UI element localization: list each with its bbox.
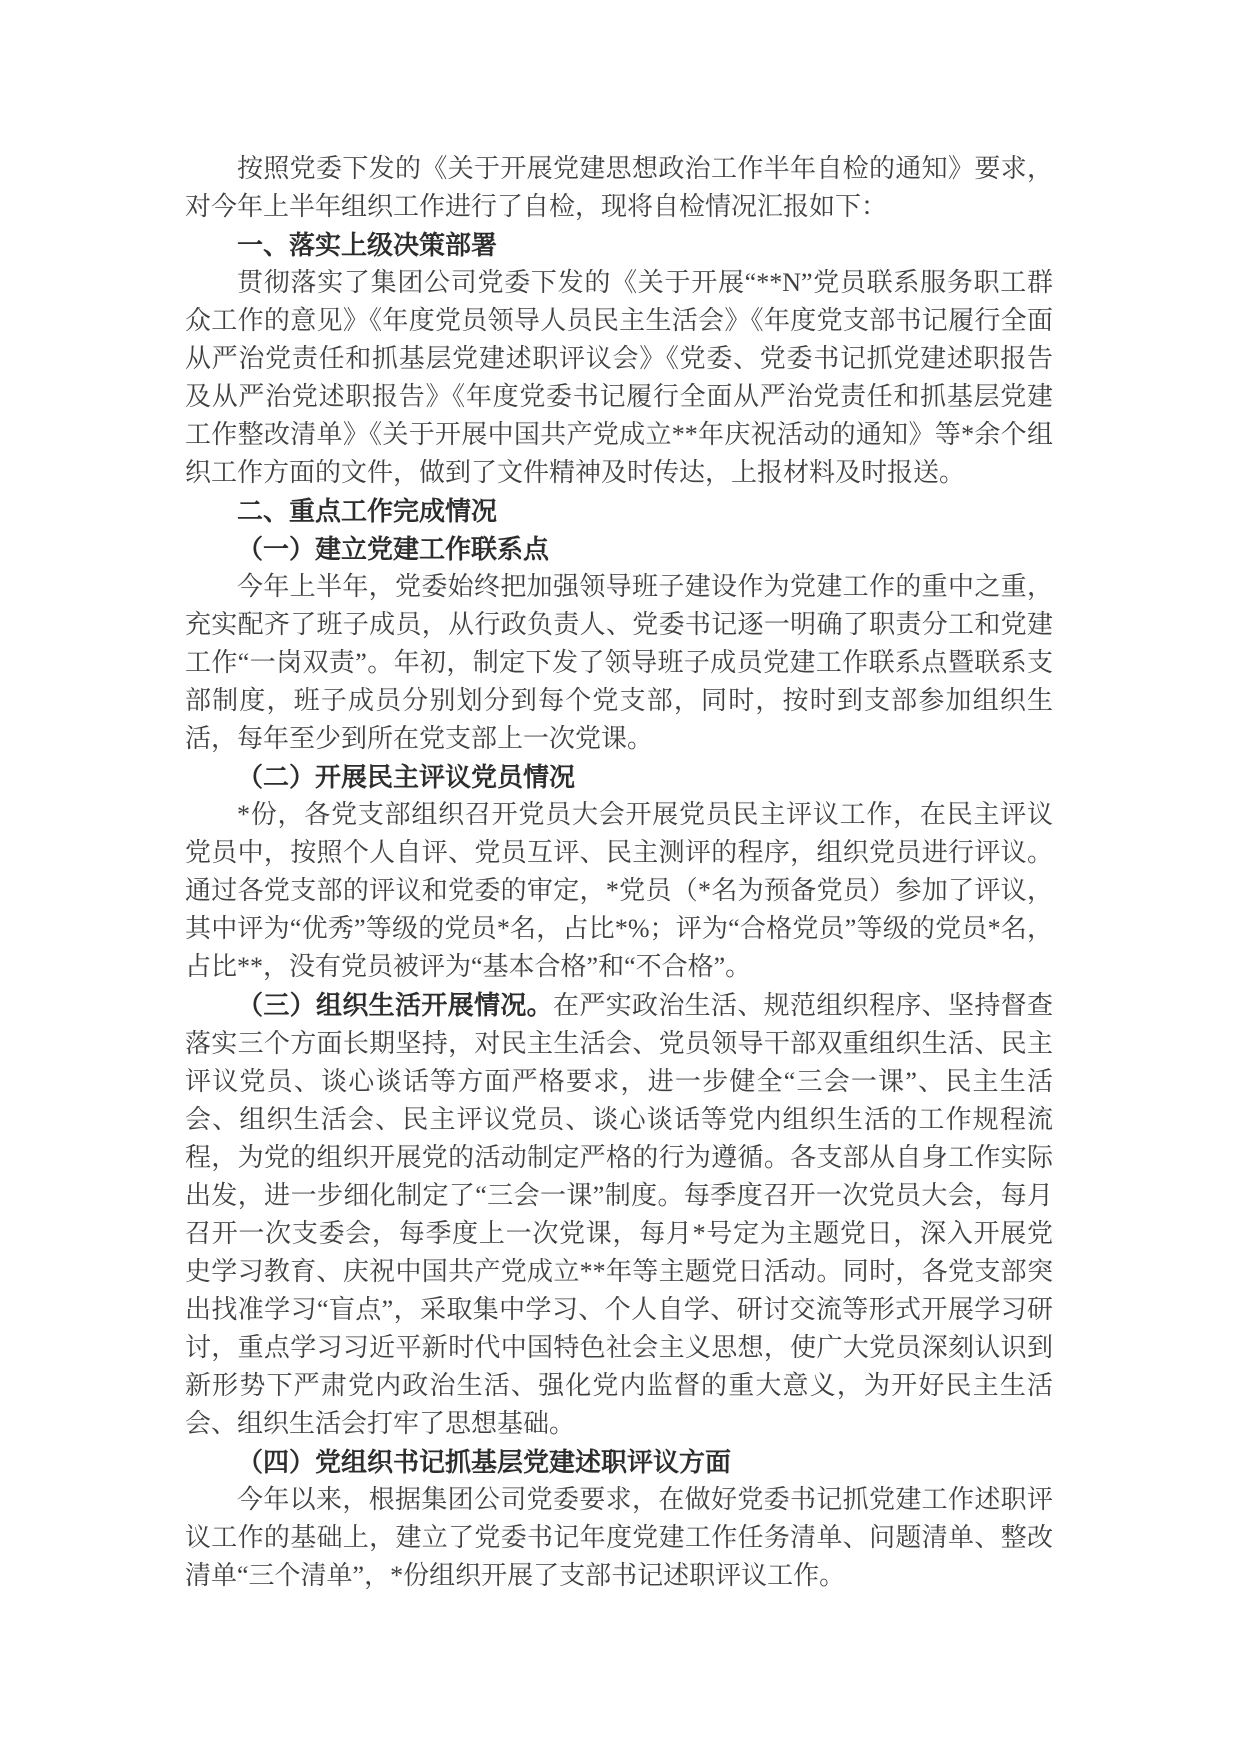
section-2-heading: 二、重点工作完成情况 xyxy=(237,496,498,526)
subsection-2-heading: （二）开展民主评议党员情况 xyxy=(237,762,576,792)
subsection-1-heading: （一）建立党建工作联系点 xyxy=(237,534,550,564)
subsection-3-heading: （三）组织生活开展情况。 xyxy=(237,990,553,1020)
document-content xyxy=(185,150,1053,1595)
subsection-3-body-text: 在严实政治生活、规范组织程序、坚持督查落实三个方面长期坚持，对民主生活会、党员领导干部双重组织生活、民主评议党员、谈心谈话等方面严格要求，进一步健全“三会一课”、民主生活会、组织生活会、民主评议党员、谈心谈话等党内组织生活的工作规程流程，为党的组织开展党的活动制定严格的行为遵循。各支部从自身工作实际出发，进一步细化制定了“三会一课”制度。每季度召开一次党员大会，每月召开一次支委会，每季度上一次党课，每月*号定为主题党日，深入开展党史学习教育、庆祝中国共产党成立**年等主题党日活动。同时，各党支部突出找准学习“盲点”，采取集中学习、个人自学、研讨交流等形式开展学习研讨，重点学习习近平新时代中国特色社会主义思想，使广大党员深刻认识到新形势下严肃党内政治生活、强化党内监督的重大意义，为开好民主生活会、组织生活会打牢了思想基础。 xyxy=(185,991,1053,1438)
subsection-1-paragraph: 今年上半年，党委始终把加强领导班子建设作为党建工作的重中之重，充实配齐了班子成员，从行政负责人、党委书记逐一明确了职责分工和党建工作“一岗双责”。年初，制定下发了领导班子成员党建工作联系点暨联系支部制度，班子成员分别划分到每个党支部，同时，按时到支部参加组织生活，每年至少到所在党支部上一次党课。 xyxy=(185,572,1053,753)
section-1-paragraph: 贯彻落实了集团公司党委下发的《关于开展“**N”党员联系服务职工群众工作的意见》《年度党员领导人员民主生活会》《年度党支部书记履行全面从严治党责任和抓基层党建述职评议会》《党委、党委书记抓党建述职报告及从严治党述职报告》《年度党委书记履行全面从严治党责任和抓基层党建工作整改清单》《关于开展中国共产党成立**年庆祝活动的通知》等*余个组织工作方面的文件，做到了文件精神及时传达，上报材料及时报送。 xyxy=(185,268,1053,487)
subsection-2-paragraph: *份，各党支部组织召开党员大会开展党员民主评议工作，在民主评议党员中，按照个人自评、党员互评、民主测评的程序，组织党员进行评议。通过各党支部的评议和党委的审定，*党员（*名为预备党员）参加了评议，其中评为“优秀”等级的党员*名，占比*%；评为“合格党员”等级的党员*名，占比**，没有党员被评为“基本合格”和“不合格”。 xyxy=(185,800,1053,981)
intro-paragraph: 按照党委下发的《关于开展党建思想政治工作半年自检的通知》要求，对今年上半年组织工作进行了自检，现将自检情况汇报如下： xyxy=(185,154,1053,221)
section-1-heading: 一、落实上级决策部署 xyxy=(237,230,498,260)
subsection-3-paragraph xyxy=(185,986,1053,1443)
subsection-4-paragraph: 今年以来，根据集团公司党委要求，在做好党委书记抓党建工作述职评议工作的基础上，建立了党委书记年度党建工作任务清单、问题清单、整改清单“三个清单”，*份组织开展了支部书记述职评议工作。 xyxy=(185,1485,1053,1590)
subsection-4-heading: （四）党组织书记抓基层党建述职评议方面 xyxy=(237,1447,732,1477)
